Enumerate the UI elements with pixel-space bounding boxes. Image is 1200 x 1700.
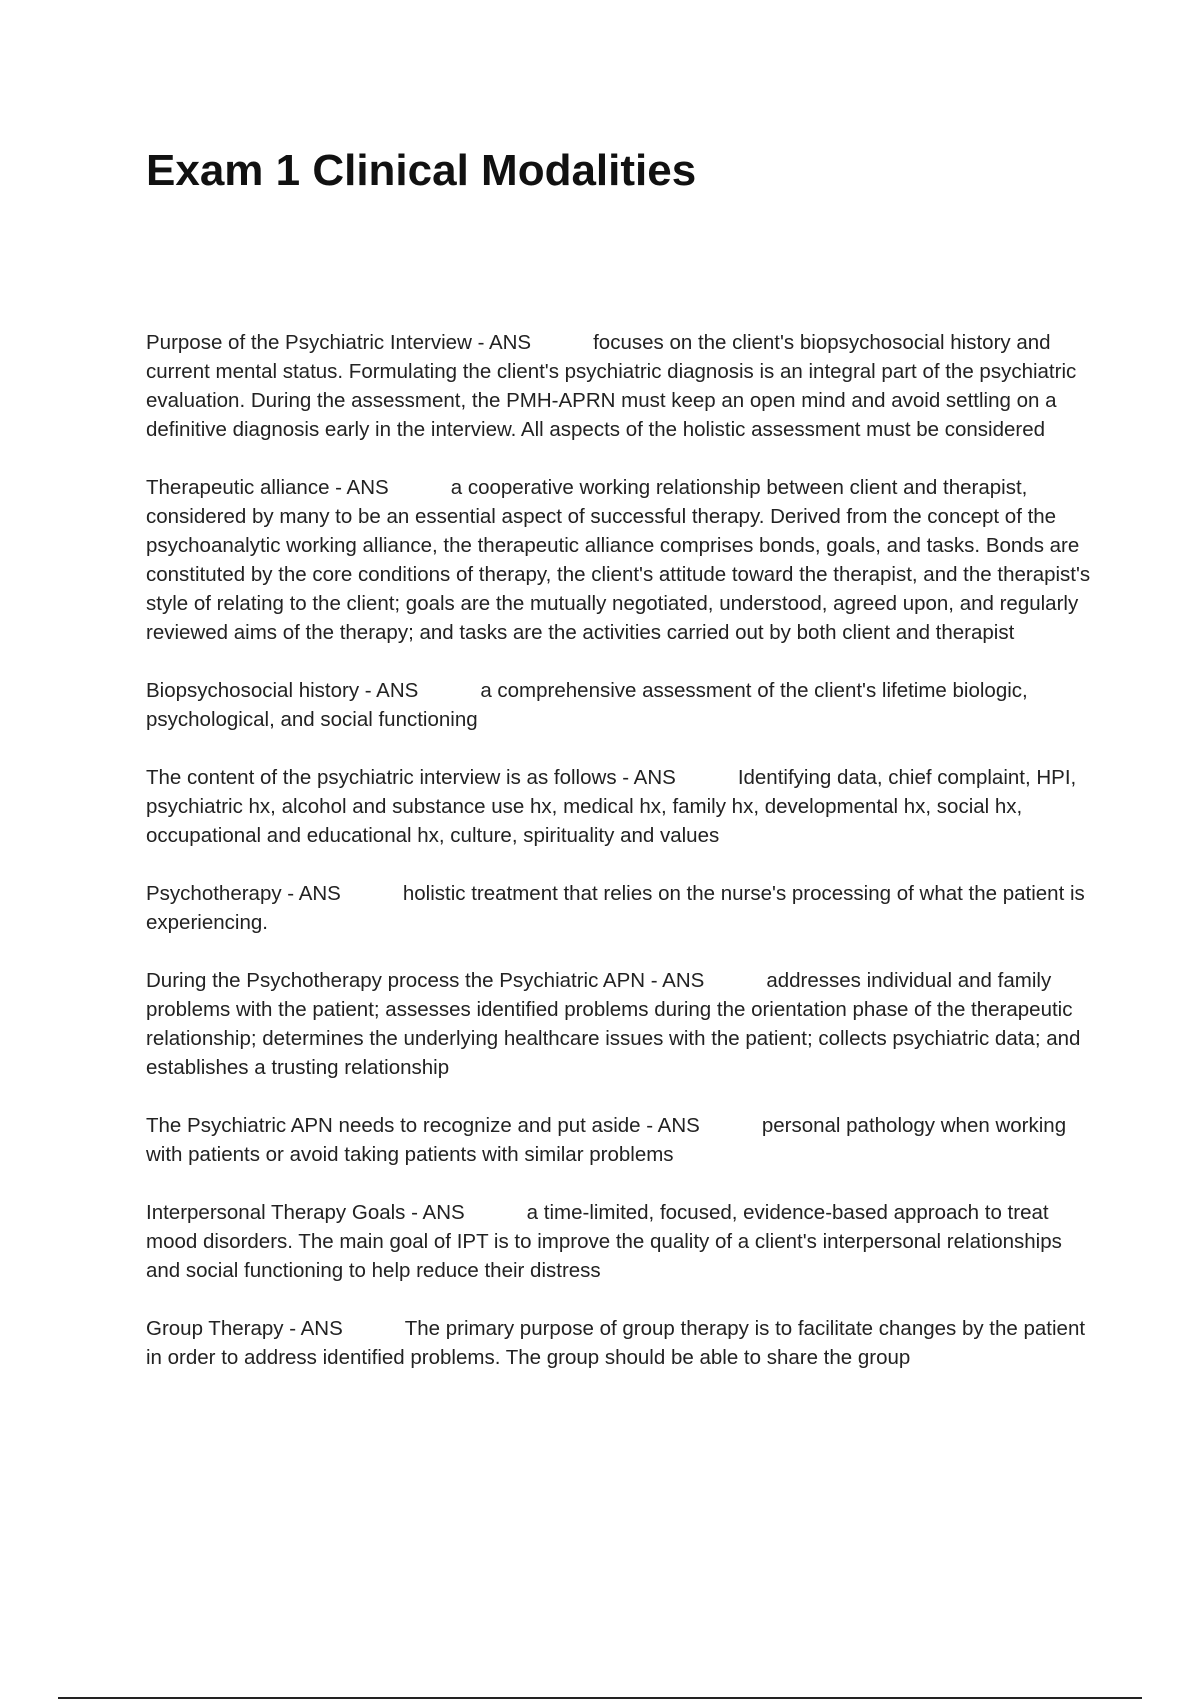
flashcard-entry [146, 1111, 1096, 1169]
entry-term: During the Psychotherapy process the Psychiatric APN - ANS [146, 969, 705, 992]
entry-answer: a comprehensive assessment of the client's lifetime biologic, psychological, and social functioning [146, 679, 1028, 731]
entry-term: Biopsychosocial history - ANS [146, 679, 419, 702]
entry-term: The Psychiatric APN needs to recognize and put aside - ANS [146, 1114, 700, 1137]
flashcard-entry [146, 328, 1096, 444]
flashcard-entry [146, 1198, 1096, 1285]
entry-answer: The primary purpose of group therapy is to facilitate changes by the patient in order to address identified problems. The group should be able to share the group [146, 1317, 1086, 1369]
entry-answer: addresses individual and family problems with the patient; assesses identified problems during the orientation phase of the therapeutic relationship; determines the underlying healthcare issues with the patient; collects psychiatric data; and establishes a trusting relationship [146, 969, 1081, 1079]
entry-term: Interpersonal Therapy Goals - ANS [146, 1201, 465, 1224]
entry-answer: personal pathology when working with patients or avoid taking patients with similar problems [146, 1114, 1067, 1166]
entry-answer: Identifying data, chief complaint, HPI, psychiatric hx, alcohol and substance use hx, medical hx, family hx, developmental hx, social hx, occupational and educational hx, culture, spirituality and values [146, 766, 1077, 847]
flashcard-entry [146, 879, 1096, 937]
entry-answer: a cooperative working relationship between client and therapist, considered by many to be an essential aspect of successful therapy. Derived from the concept of the psychoanalytic working alliance, the therapeutic alliance comprises bonds, goals, and tasks. Bonds are constituted by the core conditions of therapy, the client's attitude toward the therapist, and the therapist's style of relating to the client; goals are the mutually negotiated, understood, agreed upon, and regularly reviewed aims of the therapy; and tasks are the activities carried out by both client and therapist [146, 476, 1091, 644]
entry-answer: holistic treatment that relies on the nurse's processing of what the patient is experiencing. [146, 882, 1085, 934]
entry-answer: focuses on the client's biopsychosocial history and current mental status. Formulating the client's psychiatric diagnosis is an integral part of the psychiatric evaluation. During the assessment, the PMH-APRN must keep an open mind and avoid settling on a definitive diagnosis early in the interview. All aspects of the holistic assessment must be considered [146, 331, 1077, 441]
entry-term: Psychotherapy - ANS [146, 882, 341, 905]
flashcard-entry [146, 966, 1096, 1082]
flashcard-list [146, 328, 1096, 1401]
entry-answer: a time-limited, focused, evidence-based approach to treat mood disorders. The main goal of IPT is to improve the quality of a client's interpersonal relationships and social functioning to help reduce their distress [146, 1201, 1062, 1282]
entry-term: Group Therapy - ANS [146, 1317, 343, 1340]
entry-term: Therapeutic alliance - ANS [146, 476, 389, 499]
flashcard-entry [146, 763, 1096, 850]
flashcard-entry [146, 1314, 1096, 1372]
entry-term: Purpose of the Psychiatric Interview - ANS [146, 331, 532, 354]
page-footer-divider [58, 1697, 1142, 1699]
flashcard-entry [146, 676, 1096, 734]
page-title: Exam 1 Clinical Modalities [146, 146, 697, 195]
entry-term: The content of the psychiatric interview is as follows - ANS [146, 766, 676, 789]
flashcard-entry [146, 473, 1096, 647]
